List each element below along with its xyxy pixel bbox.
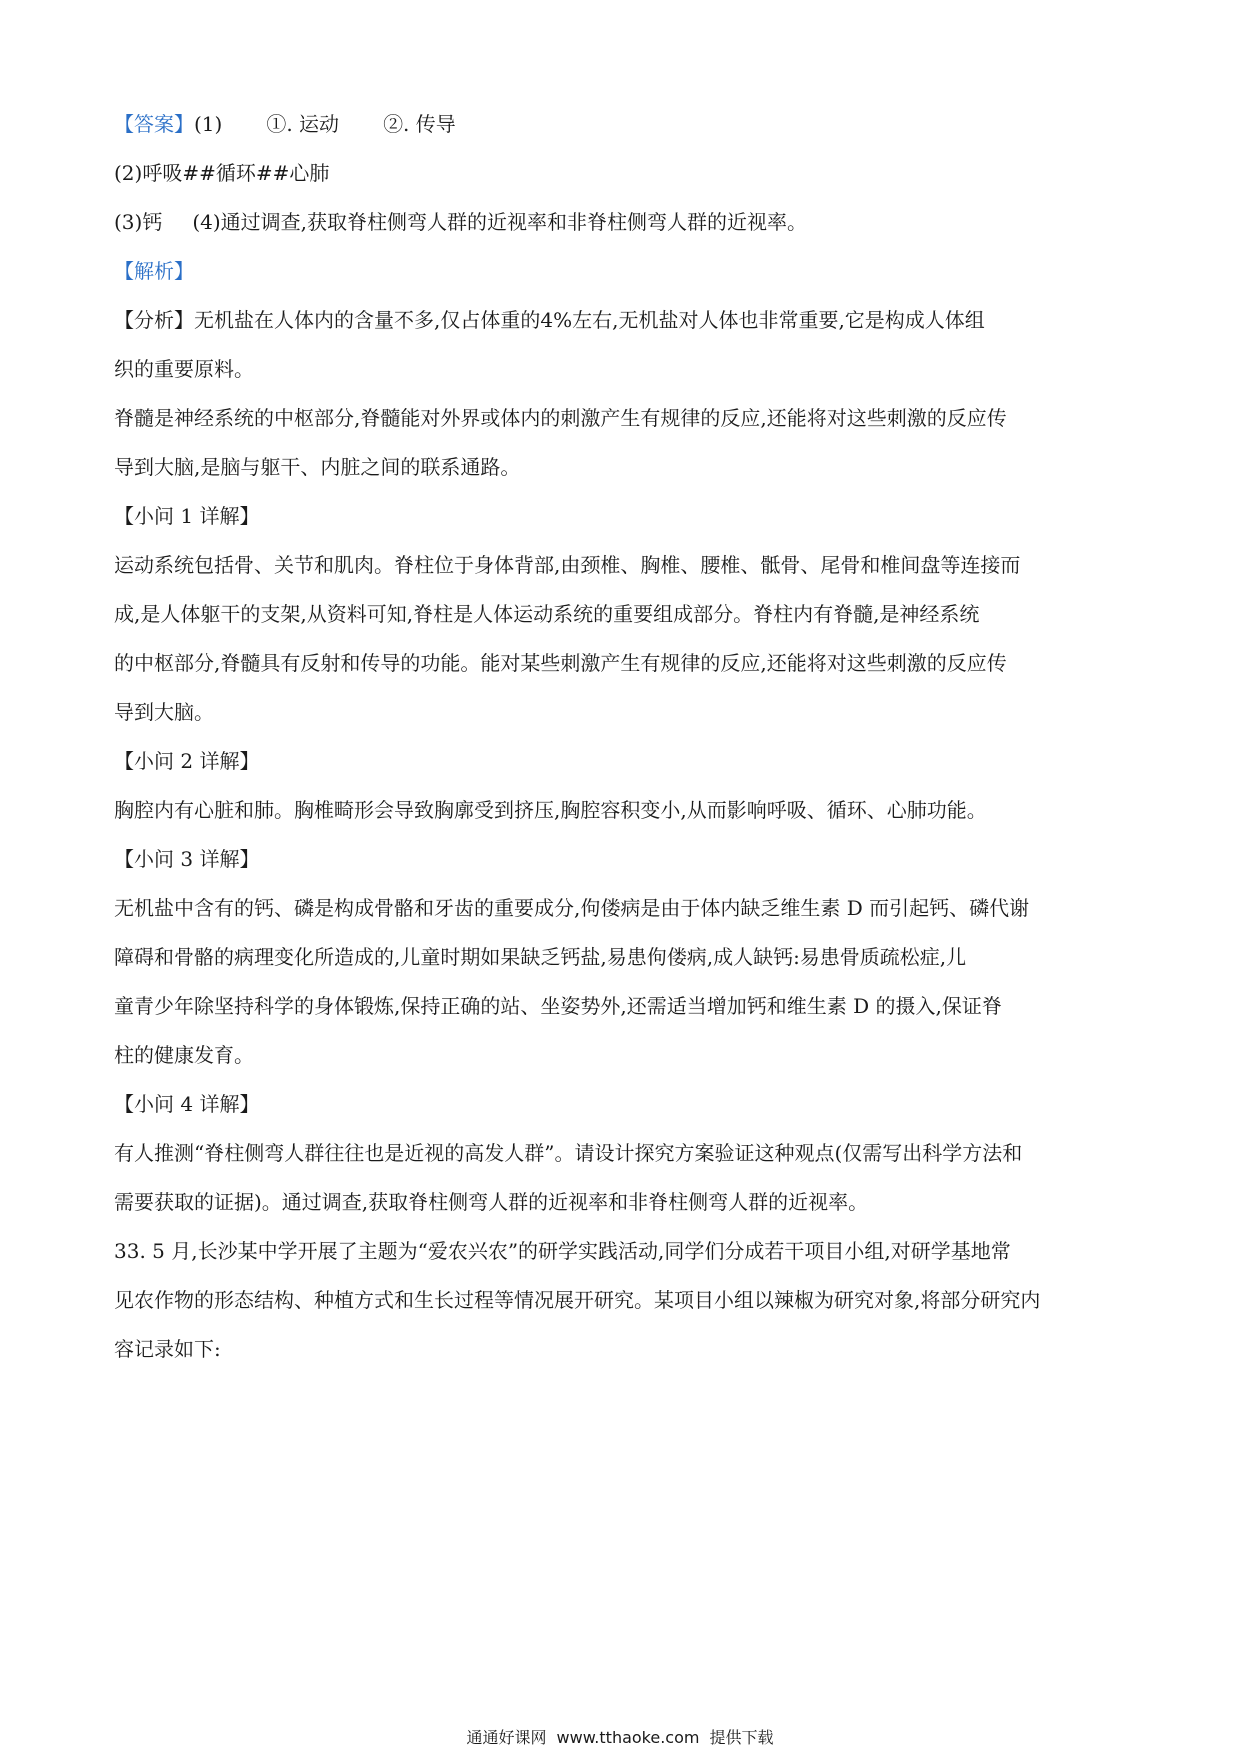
analysis-intro-line-1: 【分析】无机盐在人体内的含量不多,仅占体重的4%左右,无机盐对人体也非常重要,它是构成人体组 [114, 308, 985, 332]
page-footer [0, 1726, 1240, 1750]
sub-question-3-heading: 【小问 3 详解】 [114, 847, 260, 871]
question-33-line-1: 33. 5 月,长沙某中学开展了主题为“爱农兴农”的研学实践活动,同学们分成若干项目小组,对研学基地常 [114, 1239, 1011, 1263]
answer-q3: (3)钙 [114, 210, 163, 234]
sub-question-3-line-4: 柱的健康发育。 [114, 1043, 254, 1067]
sub-question-3-line-1: 无机盐中含有的钙、磷是构成骨骼和牙齿的重要成分,佝偻病是由于体内缺乏维生素 D 而引起钙、磷代谢 [114, 896, 1030, 920]
question-33-line-3: 容记录如下: [114, 1337, 221, 1361]
analysis-tag: 【解析】 [114, 259, 194, 283]
sub-question-4-line-2: 需要获取的证据)。通过调查,获取脊柱侧弯人群的近视率和非脊柱侧弯人群的近视率。 [114, 1190, 869, 1214]
answer-q1-label: (1) [194, 112, 223, 136]
sub-question-1-line-3: 的中枢部分,脊髓具有反射和传导的功能。能对某些刺激产生有规律的反应,还能将对这些刺激的反应传 [114, 651, 1007, 675]
sub-question-2-line-1: 胸腔内有心脏和肺。胸椎畸形会导致胸廓受到挤压,胸腔容积变小,从而影响呼吸、循环、心肺功能。 [114, 798, 987, 822]
sub-question-4-heading: 【小问 4 详解】 [114, 1092, 260, 1116]
footer-site-name: 通通好课网 [466, 1728, 547, 1747]
question-33-line-2: 见农作物的形态结构、种植方式和生长过程等情况展开研究。某项目小组以辣椒为研究对象,将部分研究内 [114, 1288, 1041, 1312]
answer-line-1 [114, 100, 1134, 149]
document-body [114, 100, 1134, 1374]
sub-question-1-heading: 【小问 1 详解】 [114, 504, 260, 528]
answer-q4: (4)通过调查,获取脊柱侧弯人群的近视率和非脊柱侧弯人群的近视率。 [192, 210, 808, 234]
sub-question-1-line-1: 运动系统包括骨、关节和肌肉。脊柱位于身体背部,由颈椎、胸椎、腰椎、骶骨、尾骨和椎间盘等连接而 [114, 553, 1021, 577]
sub-question-3-line-3: 童青少年除坚持科学的身体锻炼,保持正确的站、坐姿势外,还需适当增加钙和维生素 D 的摄入,保证脊 [114, 994, 1002, 1018]
answer-q1-item1: ①. 运动 [266, 112, 340, 136]
answer-tag: 【答案】 [114, 112, 194, 136]
analysis-intro-line-2: 织的重要原料。 [114, 357, 254, 381]
sub-question-3-line-2: 障碍和骨骼的病理变化所造成的,儿童时期如果缺乏钙盐,易患佝偻病,成人缺钙:易患骨质疏松症,儿 [114, 945, 967, 969]
answer-q1-item2: ②. 传导 [383, 112, 456, 136]
answer-q2: (2)呼吸##循环##心肺 [114, 161, 330, 185]
footer-url: www.tthaoke.com [556, 1728, 700, 1747]
sub-question-1-line-2: 成,是人体躯干的支架,从资料可知,脊柱是人体运动系统的重要组成部分。脊柱内有脊髓,是神经系统 [114, 602, 980, 626]
sub-question-2-heading: 【小问 2 详解】 [114, 749, 260, 773]
analysis-intro-line-4: 导到大脑,是脑与躯干、内脏之间的联系通路。 [114, 455, 521, 479]
sub-question-1-line-4: 导到大脑。 [114, 700, 214, 724]
answer-line-3 [114, 198, 1134, 247]
footer-suffix: 提供下载 [709, 1728, 774, 1747]
analysis-intro-line-3: 脊髓是神经系统的中枢部分,脊髓能对外界或体内的刺激产生有规律的反应,还能将对这些刺激的反应传 [114, 406, 1007, 430]
answer-line-2 [114, 149, 1134, 198]
sub-question-4-line-1: 有人推测“脊柱侧弯人群往往也是近视的高发人群”。请设计探究方案验证这种观点(仅需写出科学方法和 [114, 1141, 1023, 1165]
